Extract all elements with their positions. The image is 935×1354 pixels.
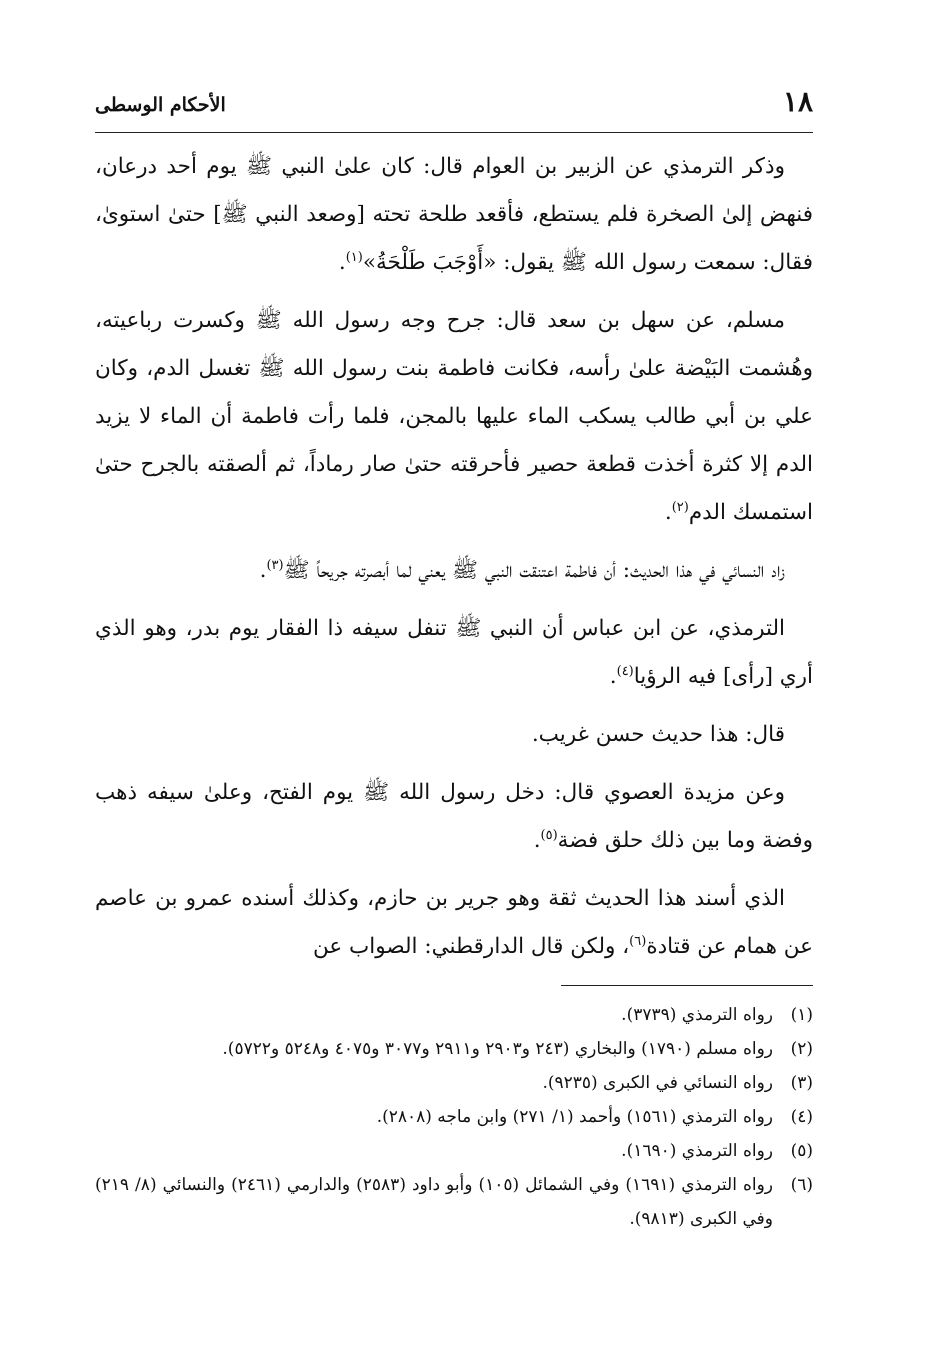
paragraph-end: . xyxy=(664,500,672,525)
footnote xyxy=(95,1100,813,1134)
footnote-text: رواه النسائي في الكبرى (٩٢٣٥). xyxy=(542,1073,773,1093)
paragraph-text: وذكر الترمذي عن الزبير بن العوام قال: كان علىٰ النبي ﷺ يوم أحد درعان، فنهض إلىٰ الصخرة فلم يستطع، فأقعد طلحة تحته [وصعد النبي ﷺ] حتىٰ استوىٰ، فقال: سمعت رسول الله ﷺ يقول: «أَوْجَبَ طَلْحَةُ» xyxy=(95,154,813,275)
paragraph-text: مسلم، عن سهل بن سعد قال: جرح وجه رسول الله ﷺ وكسرت رباعيته، وهُشمت البَيْضة علىٰ رأسه، فكانت فاطمة بنت رسول الله ﷺ تغسل الدم، وكان علي بن أبي طالب يسكب الماء عليها بالمجن، فلما رأت فاطمة أن الماء لا يزيد الدم إلا كثرة أخذت قطعة حصير فأحرقته حتىٰ صار رماداً، ثم ألصقته بالجرح حتىٰ استمسك الدم xyxy=(95,308,813,525)
footnote-reference: (٤) xyxy=(616,663,634,679)
footnote-number: (٣) xyxy=(790,1073,813,1093)
footnote-reference: (١) xyxy=(345,249,363,265)
paragraph-text: زاد النسائي في هذا الحديث: أن فاطمة اعتنقت النبي ﷺ يعني لما أبصرته جريحاً ﷺ xyxy=(283,558,785,583)
footnote-reference: (٢) xyxy=(671,499,689,515)
paragraph xyxy=(95,547,813,595)
paragraph-end: ، ولكن قال الدارقطني: الصواب عن xyxy=(313,934,630,959)
running-title: الأحكام الوسطى xyxy=(95,94,226,116)
footnote-reference: (٣) xyxy=(266,557,284,573)
paragraph xyxy=(95,143,813,287)
paragraph-text: الترمذي، عن ابن عباس أن النبي ﷺ تنفل سيفه ذا الفقار يوم بدر، وهو الذي أري [رأى] فيه الرؤيا xyxy=(95,616,813,689)
footnote xyxy=(95,1032,813,1066)
paragraph xyxy=(95,769,813,865)
footnote xyxy=(95,998,813,1032)
footnote-text: رواه الترمذي (١٥٦١) وأحمد (١/ ٢٧١) وابن ماجه (٢٨٠٨). xyxy=(376,1107,773,1127)
paragraph-text: وعن مزيدة العصوي قال: دخل رسول الله ﷺ يوم الفتح، وعلىٰ سيفه ذهب وفضة وما بين ذلك حلق فضة xyxy=(95,780,813,853)
paragraph xyxy=(95,605,813,701)
main-text xyxy=(95,143,813,971)
footnote-reference: (٥) xyxy=(540,827,558,843)
paragraph xyxy=(95,297,813,537)
running-header xyxy=(95,85,813,133)
footnotes xyxy=(95,998,813,1236)
footnote-text: رواه مسلم (١٧٩٠) والبخاري (٢٤٣ و٢٩٠٣ و٢٩١١ و٣٠٧٧ و٤٠٧٥ و٥٢٤٨ و٥٧٢٢). xyxy=(222,1039,773,1059)
footnote-number: (١) xyxy=(790,1005,813,1025)
footnote xyxy=(95,1134,813,1168)
footnote xyxy=(95,1066,813,1100)
footnote-number: (٥) xyxy=(790,1141,813,1161)
paragraph-text: الذي أسند هذا الحديث ثقة وهو جرير بن حازم، وكذلك أسنده عمرو بن عاصم عن همام عن قتادة xyxy=(95,886,813,959)
footnote-text: رواه الترمذي (١٦٩١) وفي الشمائل (١٠٥) وأبو داود (٢٥٨٣) والدارمي (٢٤٦١) والنسائي (٨/ ٢١٩) وفي الكبرى (٩٨١٣). xyxy=(95,1175,773,1229)
footnote-number: (٦) xyxy=(790,1175,813,1195)
paragraph-text: قال: هذا حديث حسن غريب. xyxy=(531,722,785,747)
footnote-number: (٤) xyxy=(790,1107,813,1127)
page-number: ١٨ xyxy=(782,85,813,118)
paragraph xyxy=(95,711,813,759)
paragraph-end: . xyxy=(609,664,617,689)
paragraph-end: . xyxy=(338,250,346,275)
book-page xyxy=(95,85,813,1236)
paragraph xyxy=(95,875,813,971)
footnote-text: رواه الترمذي (٣٧٣٩). xyxy=(621,1005,773,1025)
footnote-text: رواه الترمذي (١٦٩٠). xyxy=(621,1141,773,1161)
paragraph-end: . xyxy=(533,828,541,853)
footnote-reference: (٦) xyxy=(629,933,647,949)
paragraph-end: . xyxy=(259,558,267,583)
footnote xyxy=(95,1168,813,1236)
footnote-separator xyxy=(561,985,813,986)
footnote-number: (٢) xyxy=(790,1039,813,1059)
